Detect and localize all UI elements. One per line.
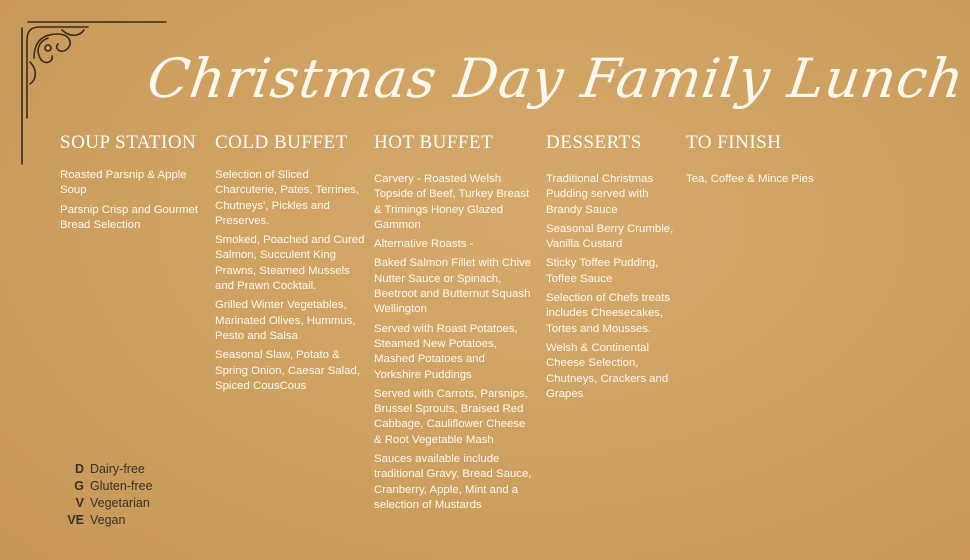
legend-label: Dairy-free [90, 462, 145, 476]
legend-label: Vegan [90, 513, 126, 527]
legend-code: V [75, 496, 84, 510]
menu-column-desserts [546, 132, 674, 406]
menu-item: Served with Carrots, Parsnips, Brussel Sprouts, Braised Red Cabbage, Cauliflower Cheese & Root Vegetable Mash [374, 387, 528, 446]
menu-item: Smoked, Poached and Cured Salmon, Succulent King Prawns, Steamed Mussels and Prawn Cocktail. [215, 234, 365, 293]
column-heading: TO FINISH [686, 132, 782, 153]
legend-row [60, 513, 153, 530]
legend-row [60, 496, 153, 513]
menu-item: Seasonal Slaw, Potato & Spring Onion, Caesar Salad, Spiced CousCous [215, 349, 360, 392]
page-title: Christmas Day Family Lunch [143, 47, 969, 110]
menu-item: Selection of Sliced Charcuterie, Pates, Terrines, Chutneys', Pickles and Preserves. [215, 169, 360, 227]
menu-column-hot-buffet [374, 132, 534, 517]
menu-item: Sauces available include traditional Gravy, Bread Sauce, Cranberry, Apple, Mint and a selection of Mustards [374, 453, 532, 511]
menu-item: Roasted Parsnip & Apple Soup [60, 169, 187, 197]
menu-item: Grilled Winter Vegetables, Marinated Olives, Hummus, Pesto and Salsa [215, 299, 356, 342]
menu-item: Traditional Christmas Pudding served with Brandy Sauce [546, 173, 654, 216]
menu-item: Parsnip Crisp and Gourmet Bread Selection [60, 203, 199, 231]
menu-column-cold-buffet [215, 132, 365, 398]
menu-item: Welsh & Continental Cheese Selection, Chutneys, Crackers and Grapes [546, 341, 669, 400]
legend-label: Vegetarian [90, 496, 150, 510]
menu-item: Served with Roast Potatoes, Steamed New Potatoes, Mashed Potatoes and Yorkshire Puddings [374, 322, 518, 381]
legend-code: D [74, 462, 84, 476]
menu-column-soup-station [60, 132, 210, 237]
menu-item: Seasonal Berry Crumble, Vanilla Custard [546, 222, 674, 251]
legend-code: VE [67, 513, 84, 527]
legend-label: Gluten-free [90, 479, 153, 493]
menu-item: Baked Salmon Fillet with Chive Nutter Sauce or Spinach, Beetroot and Butternut Squash Wellington [374, 257, 532, 316]
menu-item: Sticky Toffee Pudding, Toffee Sauce [546, 257, 659, 285]
column-heading: COLD BUFFET [215, 132, 348, 153]
dietary-legend [60, 462, 153, 530]
legend-row [60, 479, 153, 496]
column-heading: SOUP STATION [60, 132, 197, 153]
menu-item: Tea, Coffee & Mince Pies [686, 173, 814, 185]
menu-item: Selection of Chefs treats includes Cheesecakes, Tortes and Mousses. [546, 292, 671, 335]
column-heading: DESSERTS [546, 132, 642, 153]
column-heading: HOT BUFFET [374, 132, 494, 153]
menu-item: Carvery - Roasted Welsh Topside of Beef, Turkey Breast & Trimings Honey Glazed Gammon [374, 173, 530, 231]
menu-item: Alternative Roasts - [374, 238, 474, 251]
menu-column-to-finish [686, 132, 836, 191]
legend-code: G [74, 479, 84, 493]
legend-row [60, 462, 153, 479]
